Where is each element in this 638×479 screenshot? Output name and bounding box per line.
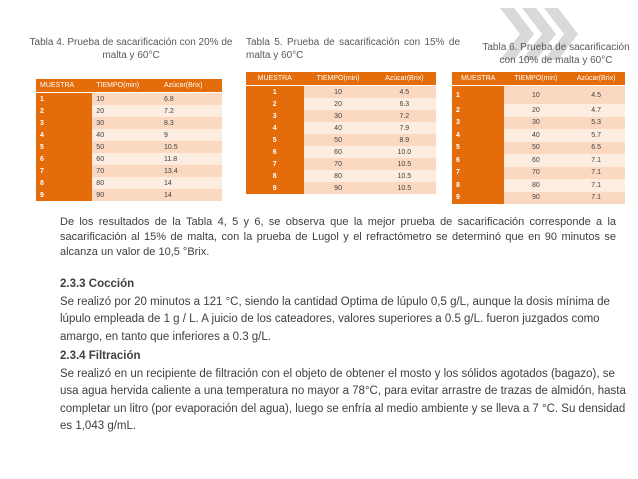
cell-muestra: 3 [36,117,92,129]
cell-muestra: 5 [452,142,504,155]
header-azucar: Azúcar(Brix) [567,72,625,86]
header-tiempo: TIEMPO(min) [92,79,160,93]
cell-azucar: 14 [160,177,222,189]
header-muestra: MUESTRA [452,72,504,86]
table4 [36,79,222,201]
table-row [246,110,436,122]
cell-muestra: 5 [246,134,304,146]
table-row [36,165,222,177]
cell-tiempo: 50 [304,134,373,146]
table-row [36,141,222,153]
cell-azucar: 4.5 [567,86,625,105]
cell-tiempo: 80 [304,170,373,182]
header-azucar: Azúcar(Brix) [373,72,436,86]
table-row [36,117,222,129]
table-row [36,105,222,117]
cell-muestra: 4 [452,129,504,142]
cell-tiempo: 80 [504,179,567,192]
cell-azucar: 7.1 [567,192,625,205]
cell-muestra: 7 [452,167,504,180]
cell-tiempo: 90 [304,182,373,194]
table-row [452,179,625,192]
cell-muestra: 7 [36,165,92,177]
cell-muestra: 1 [246,86,304,99]
cell-muestra: 9 [452,192,504,205]
table6 [452,72,625,204]
table-row [452,154,625,167]
cell-tiempo: 10 [504,86,567,105]
cell-azucar: 10.5 [160,141,222,153]
cell-azucar: 6.8 [160,93,222,106]
header-tiempo: TIEMPO(min) [304,72,373,86]
cell-tiempo: 50 [92,141,160,153]
cell-azucar: 8.9 [373,134,436,146]
table-row [246,134,436,146]
header-azucar: Azúcar(Brix) [160,79,222,93]
cell-azucar: 4.7 [567,104,625,117]
cell-tiempo: 40 [92,129,160,141]
cell-tiempo: 60 [304,146,373,158]
cell-azucar: 7.2 [373,110,436,122]
table-row [36,189,222,201]
cell-muestra: 6 [246,146,304,158]
cell-azucar: 6.5 [567,142,625,155]
cell-azucar: 10.5 [373,182,436,194]
table-row [452,104,625,117]
cell-azucar: 4.5 [373,86,436,99]
cell-muestra: 2 [36,105,92,117]
table-row [36,153,222,165]
table-row [36,93,222,106]
section-title: 2.3.3 Cocción [60,278,135,290]
header-muestra: MUESTRA [246,72,304,86]
cell-azucar: 7.1 [567,179,625,192]
cell-azucar: 5.7 [567,129,625,142]
table6-caption: Tabla 6. Prueba de sacarificación con 10% de malta y 60°C [482,42,630,66]
cell-muestra: 4 [36,129,92,141]
cell-tiempo: 10 [92,93,160,106]
section-body: Se realizó por 20 minutos a 121 °C, siendo la cantidad Optima de lúpulo 0,5 g/L, aunque la dosis mínima de lúpulo empleada de 1 g / L. A juicio de los cateadores, valores superiores a 0.5 g/L. fueron juzgados como amargo, en tanto que inferiores a 0.3 g/L. [60,295,610,343]
table-row [246,98,436,110]
table-row [452,129,625,142]
cell-tiempo: 40 [304,122,373,134]
cell-muestra: 2 [246,98,304,110]
cell-azucar: 7.1 [567,167,625,180]
cell-muestra: 3 [246,110,304,122]
cell-tiempo: 20 [92,105,160,117]
cell-muestra: 6 [36,153,92,165]
cell-azucar: 10.5 [373,170,436,182]
cell-tiempo: 60 [92,153,160,165]
header-muestra: MUESTRA [36,79,92,93]
cell-azucar: 7.9 [373,122,436,134]
table5-caption: Tabla 5. Prueba de sacarificación con 15% de malta y 60°C [246,37,460,61]
cell-muestra: 1 [36,93,92,106]
table-row [452,86,625,105]
cell-tiempo: 70 [304,158,373,170]
table-row [36,177,222,189]
table-row [246,182,436,194]
cell-azucar: 10.0 [373,146,436,158]
cell-azucar: 8.3 [160,117,222,129]
table-row [452,117,625,130]
cell-muestra: 5 [36,141,92,153]
table-row [246,122,436,134]
cell-muestra: 1 [452,86,504,105]
cell-azucar: 11.8 [160,153,222,165]
cell-azucar: 6.3 [373,98,436,110]
cell-muestra: 4 [246,122,304,134]
cell-tiempo: 60 [504,154,567,167]
cell-azucar: 10.5 [373,158,436,170]
cell-muestra: 6 [452,154,504,167]
table-row [36,129,222,141]
table-row [246,170,436,182]
cell-azucar: 5.3 [567,117,625,130]
table-row [452,167,625,180]
cell-tiempo: 30 [304,110,373,122]
section-body: Se realizó en un recipiente de filtración con el objeto de obtener el mosto y los sólidos agotados (bagazo), se usa agua hervida caliente a una temperatura no mayor a 78°C, para evitar arrastre de trazas de almidón, hasta completar un litro (por evaporación del agua), luego se enfría al medio ambiente y se lleva a 7 °C. Su densidad es 1,043 g/mL. [60,367,626,432]
cell-tiempo: 30 [504,117,567,130]
cell-azucar: 7.1 [567,154,625,167]
table-row [452,192,625,205]
cell-tiempo: 70 [92,165,160,177]
table-row [246,86,436,99]
section-title: 2.3.4 Filtración [60,350,141,362]
section-filtracion [60,348,626,436]
cell-tiempo: 20 [304,98,373,110]
cell-tiempo: 40 [504,129,567,142]
cell-muestra: 2 [452,104,504,117]
cell-azucar: 13.4 [160,165,222,177]
table5 [246,72,436,194]
cell-muestra: 8 [36,177,92,189]
cell-tiempo: 20 [504,104,567,117]
cell-azucar: 7.2 [160,105,222,117]
cell-tiempo: 10 [304,86,373,99]
cell-tiempo: 70 [504,167,567,180]
cell-azucar: 14 [160,189,222,201]
cell-muestra: 7 [246,158,304,170]
cell-muestra: 8 [246,170,304,182]
results-paragraph: De los resultados de la Tabla 4, 5 y 6, se observa que la mejor prueba de sacarificación corresponde a la sacarificación al 15% de malta, con la prueba de Lugol y el refractómetro se determinó que en 90 minutos se alcanza un valor de 10,5 °Brix. [60,216,616,258]
cell-muestra: 8 [452,179,504,192]
cell-muestra: 9 [246,182,304,194]
cell-azucar: 9 [160,129,222,141]
cell-muestra: 3 [452,117,504,130]
cell-tiempo: 90 [504,192,567,205]
section-coccion [60,276,626,346]
table4-caption: Tabla 4. Prueba de sacarificación con 20% de malta y 60°C [29,37,233,61]
table-row [452,142,625,155]
table-row [246,146,436,158]
cell-tiempo: 80 [92,177,160,189]
header-tiempo: TIEMPO(min) [504,72,567,86]
table-row [246,158,436,170]
cell-muestra: 9 [36,189,92,201]
cell-tiempo: 90 [92,189,160,201]
cell-tiempo: 50 [504,142,567,155]
cell-tiempo: 30 [92,117,160,129]
